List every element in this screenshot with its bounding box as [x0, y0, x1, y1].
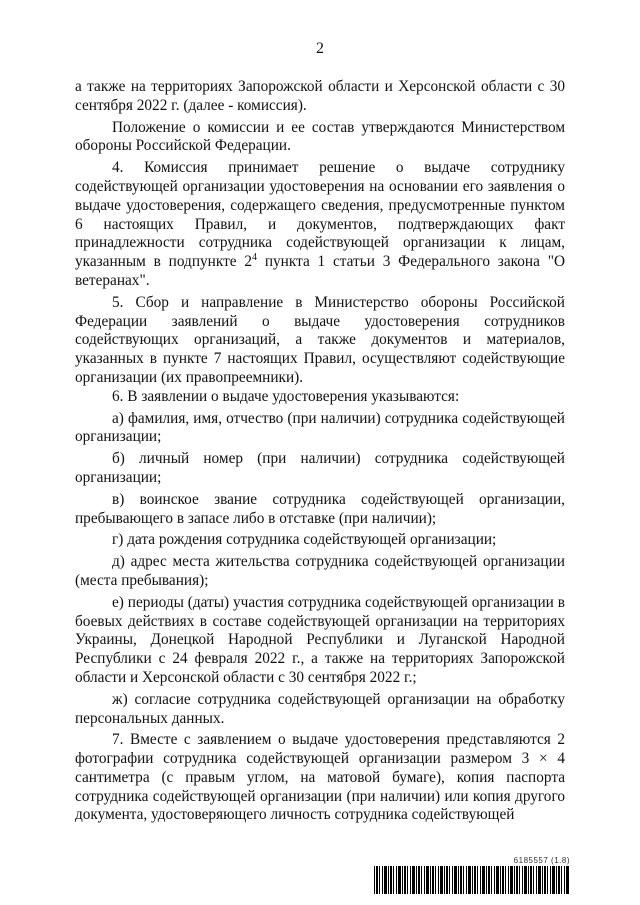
- barcode-block: [374, 856, 570, 896]
- paragraph-item-6g: г) дата рождения сотрудника содействующей организации;: [112, 531, 497, 549]
- paragraph-item-6d: д) адрес места жительства сотрудника содействующей организации (места пребывания);: [75, 553, 565, 589]
- barcode-icon: [374, 866, 570, 894]
- paragraph-item-6v: в) воинское звание сотрудника содействующей организации, пребывающего в запасе либо в отставке (при наличии);: [75, 490, 565, 527]
- document-body: [75, 78, 565, 825]
- paragraph-item-4-text: 4. Комиссия принимает решение о выдаче сотруднику содействующей организации удостоверения на основании его заявления о выдаче удостоверения, содержащего сведения, предусмотренные пунктом 6 настоящих Правил, и документов, подтверждающих факт принадлежности сотрудника содействующей организации к лицам, указанным в подпункте 2: [75, 159, 565, 271]
- paragraph-item-6zh: ж) согласие сотрудника содействующей организации на обработку персональных данных.: [75, 690, 565, 727]
- page-number: 2: [316, 40, 324, 57]
- paragraph-item-4-text-end: пункта 1 статьи 3 Федерального закона "О ветеранах".: [75, 253, 566, 289]
- paragraph-item-6: 6. В заявлении о выдаче удостоверения указываются:: [112, 387, 460, 405]
- paragraph-item-5: 5. Сбор и направление в Министерство обороны Российской Федерации заявлений о выдаче удостоверения сотрудников содействующих организаций, а также документов и материалов, указанных в пункте 7 настоящих Правил, осуществляют содействующие организации (их правопреемники).: [75, 293, 565, 386]
- barcode-number: 6185557 (1.8): [513, 856, 570, 865]
- superscript-4: 4: [252, 252, 258, 264]
- paragraph-item-6e: е) периоды (даты) участия сотрудника содействующей организации в боевых действиях в составе содействующей организации на территориях Украины, Донецкой Народной Республики и Луганской Народной Республики с 24 февраля 2022 г., а также на территориях Запорожской области и Херсонской области с 30 сентября 2022 г.;: [75, 593, 565, 686]
- paragraph-item-4: [75, 159, 565, 291]
- paragraph-2: Положение о комиссии и ее состав утверждаются Министерством обороны Российской Федерации.: [75, 118, 565, 155]
- paragraph-item-6a: а) фамилия, имя, отчество (при наличии) сотрудника содействующей организации;: [75, 409, 565, 446]
- paragraph-item-7: 7. Вместе с заявлением о выдаче удостоверения представляются 2 фотографии сотрудника содействующей организации размером 3 × 4 сантиметра (с правым углом, на матовой бумаге), копия паспорта сотрудника содействующей организации (при наличии) или копия другого документа, удостоверяющего личность сотрудника содействующей: [75, 731, 565, 824]
- paragraph-1: а также на территориях Запорожской области и Херсонской области с 30 сентября 2022 г. (далее - комиссия).: [75, 78, 565, 114]
- paragraph-item-6b: б) личный номер (при наличии) сотрудника содействующей организации;: [75, 450, 565, 486]
